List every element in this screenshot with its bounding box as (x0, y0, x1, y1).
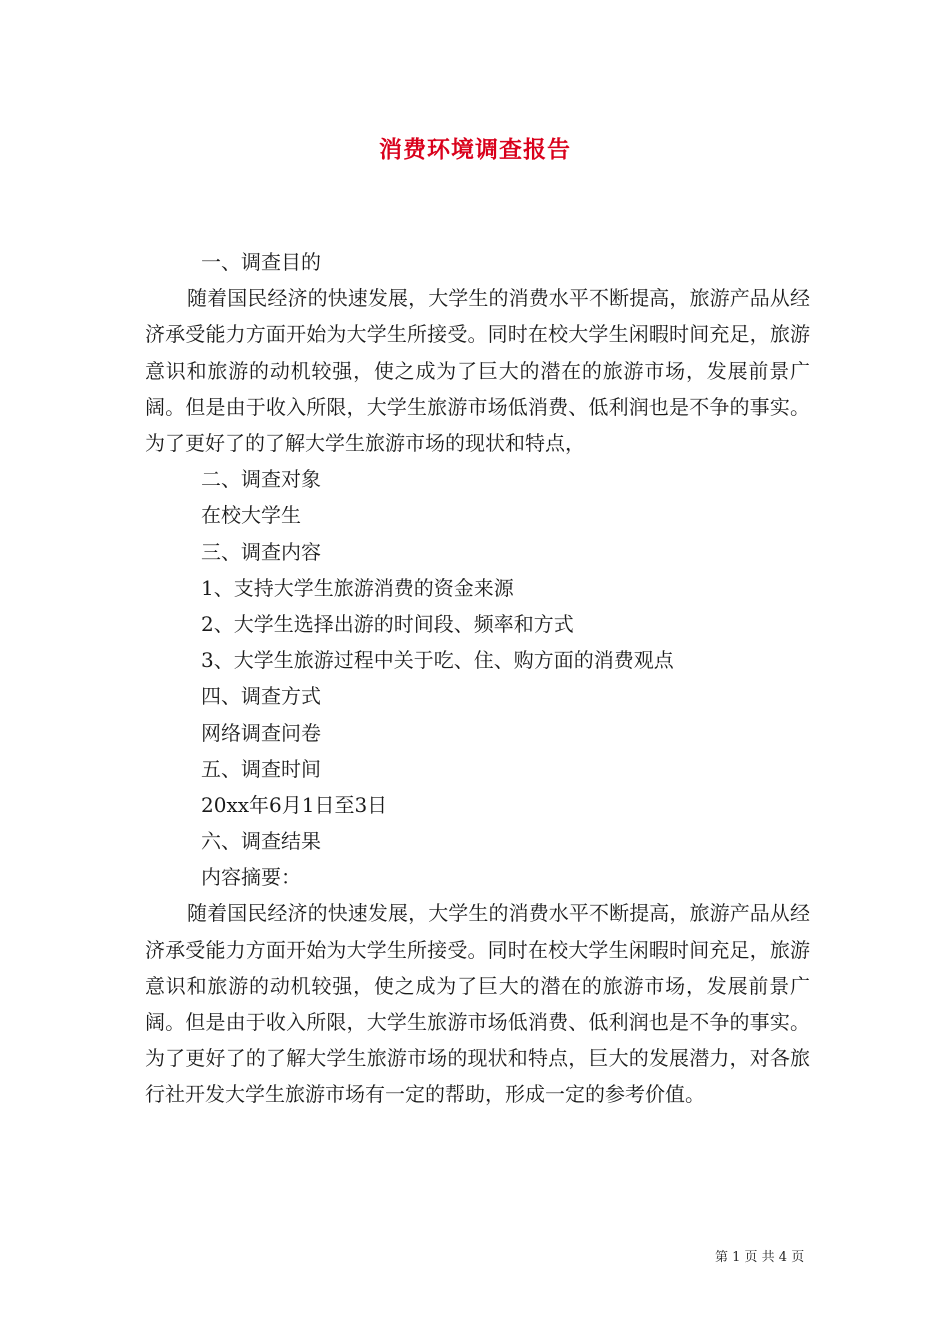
section-subheading-summary: 内容摘要： (201, 865, 301, 890)
section-heading-content: 三、调查内容 (201, 539, 321, 564)
document-title: 消费环境调查报告 (379, 136, 571, 163)
content-item: 1、支持大学生旅游消费的资金来源 (201, 575, 514, 600)
page-number-footer: 第 1 页 共 4 页 (715, 1250, 805, 1265)
section-heading-purpose: 一、调查目的 (201, 250, 321, 274)
document-body (145, 244, 810, 1113)
section-heading-results: 六、调查结果 (201, 829, 321, 854)
section-heading-time: 五、调查时间 (201, 756, 321, 781)
section-body-time: 20xx年6月1日至3日 (201, 792, 388, 817)
section-body-subject: 在校大学生 (201, 503, 301, 528)
section-paragraph-purpose: 随着国民经济的快速发展，大学生的消费水平不断提高，旅游产品从经济承受能力方面开始为大学生所接受。同时在校大学生闲暇时间充足，旅游意识和旅游的动机较强，使之成为了巨大的潜在的旅游市场，发展前景广阔。但是由于收入所限，大学生旅游市场低消费、低利润也是不争的事实。为了更好了的了解大学生旅游市场的现状和特点， (145, 286, 810, 455)
section-body-method: 网络调查问卷 (201, 720, 321, 745)
section-heading-subject: 二、调查对象 (201, 467, 321, 492)
section-paragraph-summary: 随着国民经济的快速发展，大学生的消费水平不断提高，旅游产品从经济承受能力方面开始为大学生所接受。同时在校大学生闲暇时间充足，旅游意识和旅游的动机较强，使之成为了巨大的潜在的旅游市场，发展前景广阔。但是由于收入所限，大学生旅游市场低消费、低利润也是不争的事实。为了更好了的了解大学生旅游市场的现状和特点，巨大的发展潜力，对各旅行社开发大学生旅游市场有一定的帮助，形成一定的参考价值。 (145, 901, 810, 1107)
content-item: 2、大学生选择出游的时间段、频率和方式 (201, 611, 574, 636)
section-heading-method: 四、调查方式 (201, 684, 321, 709)
content-item: 3、大学生旅游过程中关于吃、住、购方面的消费观点 (201, 648, 674, 673)
